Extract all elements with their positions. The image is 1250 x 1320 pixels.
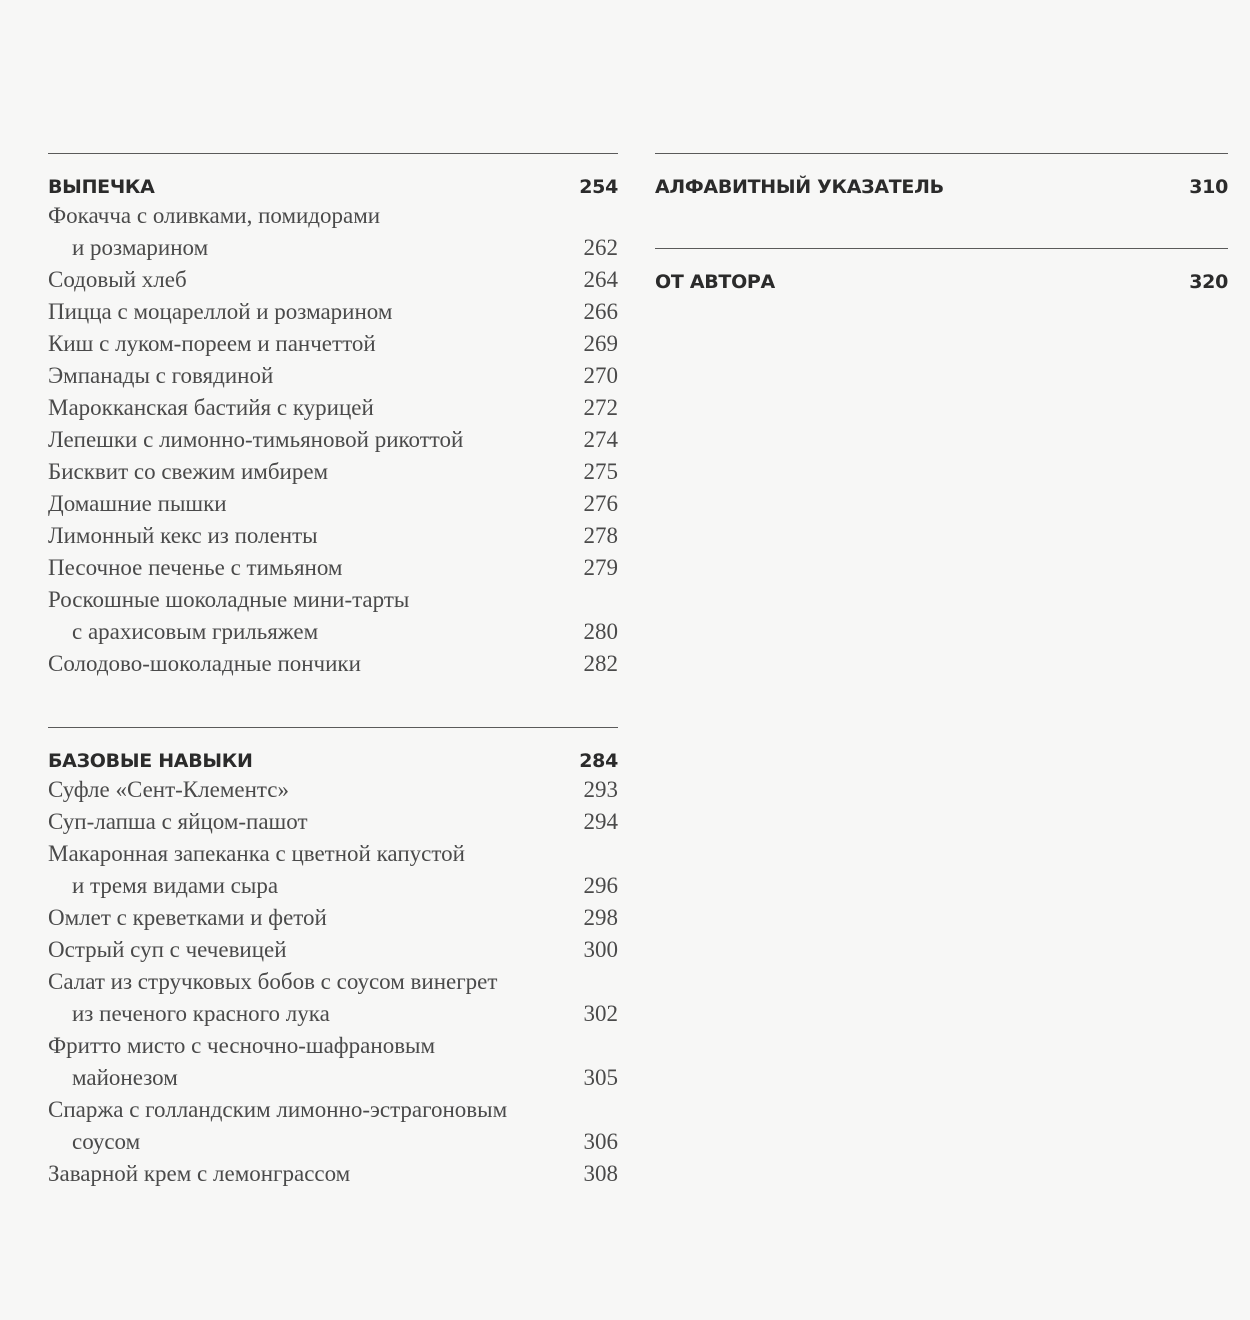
entry-list — [48, 774, 618, 1190]
section-divider — [655, 153, 1228, 154]
entry-title — [48, 328, 572, 360]
entry-title-line: Бисквит со свежим имбирем — [48, 459, 329, 484]
section-heading — [48, 750, 618, 774]
entry-title-line: Суп-лапша с яйцом-пашот — [48, 809, 308, 834]
entry-title-line: Киш с луком-пореем и панчеттой — [48, 331, 376, 356]
entry-page-number: 294 — [583, 809, 618, 834]
toc-entry — [48, 838, 618, 902]
toc-section-index — [655, 153, 1228, 200]
entry-page-number: 296 — [583, 873, 618, 898]
section-divider — [655, 248, 1228, 249]
toc-entry — [48, 1094, 618, 1158]
entry-title-line: Спаржа с голландским лимонно-эстрагоновым — [48, 1097, 508, 1122]
entry-title — [48, 838, 572, 902]
entry-title-line: Домашние пышки — [48, 491, 227, 516]
toc-entry — [48, 902, 618, 934]
entry-title-line: Суфле «Сент-Клементс» — [48, 777, 289, 802]
toc-entry — [48, 520, 618, 552]
section-heading — [48, 176, 618, 200]
toc-entry — [48, 296, 618, 328]
entry-title-line: Лепешки с лимонно-тимьяновой рикоттой — [48, 427, 464, 452]
entry-title-line: Марокканская бастийя с курицей — [48, 395, 374, 420]
toc-entry — [48, 424, 618, 456]
entry-page-number: 270 — [583, 363, 618, 388]
entry-title — [48, 648, 572, 680]
entry-title-line: из печеного красного лука — [72, 1001, 330, 1026]
entry-title-line: Содовый хлеб — [48, 267, 187, 292]
entry-title — [48, 424, 572, 456]
toc-entry — [48, 456, 618, 488]
toc-entry — [48, 1158, 618, 1190]
entry-page-number: 274 — [583, 427, 618, 452]
toc-entry — [48, 966, 618, 1030]
entry-page-number: 293 — [583, 777, 618, 802]
entry-page-number: 264 — [583, 267, 618, 292]
entry-page-number: 269 — [583, 331, 618, 356]
toc-entry — [48, 392, 618, 424]
toc-entry — [48, 1030, 618, 1094]
entry-page-number: 276 — [583, 491, 618, 516]
toc-entry — [48, 264, 618, 296]
entry-title-line: Роскошные шоколадные мини-тарты — [48, 587, 410, 612]
entry-title — [48, 1158, 572, 1190]
entry-title — [48, 520, 572, 552]
section-title: БАЗОВЫЕ НАВЫКИ — [48, 750, 253, 772]
section-page-number: 320 — [1189, 271, 1228, 293]
entry-title-line: Лимонный кекс из поленты — [48, 523, 318, 548]
section-title: ВЫПЕЧКА — [48, 176, 155, 198]
entry-title-line: Салат из стручковых бобов с соусом винегрет — [48, 969, 498, 994]
entry-page-number: 266 — [583, 299, 618, 324]
entry-title — [48, 774, 572, 806]
entry-page-number: 302 — [583, 1001, 618, 1026]
entry-title-line: Пицца с моцареллой и розмарином — [48, 299, 393, 324]
entry-title — [48, 806, 572, 838]
toc-entry — [48, 328, 618, 360]
entry-page-number: 275 — [583, 459, 618, 484]
toc-section-baking — [48, 153, 618, 680]
entry-title-line: майонезом — [72, 1065, 178, 1090]
entry-title — [48, 934, 572, 966]
entry-title — [48, 392, 572, 424]
entry-title-line: Заварной крем с лемонграссом — [48, 1161, 351, 1186]
entry-title-line: и тремя видами сыра — [72, 873, 279, 898]
toc-entry — [48, 200, 618, 264]
toc-entry — [48, 806, 618, 838]
entry-title — [48, 360, 572, 392]
entry-page-number: 298 — [583, 905, 618, 930]
toc-entry — [48, 648, 618, 680]
entry-page-number: 300 — [583, 937, 618, 962]
entry-title — [48, 264, 572, 296]
entry-title — [48, 584, 572, 648]
entry-list — [48, 200, 618, 680]
entry-page-number: 278 — [583, 523, 618, 548]
entry-title-line: Макаронная запеканка с цветной капустой — [48, 841, 465, 866]
entry-page-number: 282 — [583, 651, 618, 676]
entry-title-line: Песочное печенье с тимьяном — [48, 555, 343, 580]
entry-page-number: 305 — [583, 1065, 618, 1090]
entry-title — [48, 456, 572, 488]
entry-title-line: Солодово-шоколадные пончики — [48, 651, 361, 676]
entry-page-number: 280 — [583, 619, 618, 644]
toc-entry — [48, 584, 618, 648]
entry-title — [48, 966, 572, 1030]
entry-title — [48, 1094, 572, 1158]
entry-title-line: Омлет с креветками и фетой — [48, 905, 327, 930]
entry-title — [48, 902, 572, 934]
entry-title — [48, 1030, 572, 1094]
section-heading — [655, 176, 1228, 200]
entry-title-line: Фокачча с оливками, помидорами — [48, 203, 381, 228]
entry-title-line: и розмарином — [72, 235, 209, 260]
entry-title-line: с арахисовым грильяжем — [72, 619, 319, 644]
entry-title — [48, 552, 572, 584]
entry-title — [48, 488, 572, 520]
entry-title-line: Фритто мисто с чесночно-шафрановым — [48, 1033, 436, 1058]
entry-title — [48, 296, 572, 328]
toc-entry — [48, 488, 618, 520]
section-title: АЛФАВИТНЫЙ УКАЗАТЕЛЬ — [655, 176, 944, 198]
section-divider — [48, 727, 618, 728]
entry-title-line: соусом — [72, 1129, 141, 1154]
entry-page-number: 272 — [583, 395, 618, 420]
entry-title-line: Эмпанады с говядиной — [48, 363, 274, 388]
toc-section-basic-skills — [48, 727, 618, 1190]
entry-title-line: Острый суп с чечевицей — [48, 937, 287, 962]
toc-entry — [48, 934, 618, 966]
entry-title — [48, 200, 572, 264]
toc-entry — [48, 774, 618, 806]
section-title: ОТ АВТОРА — [655, 271, 775, 293]
entry-page-number: 279 — [583, 555, 618, 580]
section-page-number: 254 — [579, 176, 618, 198]
toc-section-about-author — [655, 248, 1228, 295]
toc-entry — [48, 360, 618, 392]
section-heading — [655, 271, 1228, 295]
entry-page-number: 262 — [583, 235, 618, 260]
entry-page-number: 306 — [583, 1129, 618, 1154]
entry-page-number: 308 — [583, 1161, 618, 1186]
section-page-number: 284 — [579, 750, 618, 772]
section-page-number: 310 — [1189, 176, 1228, 198]
section-divider — [48, 153, 618, 154]
toc-entry — [48, 552, 618, 584]
